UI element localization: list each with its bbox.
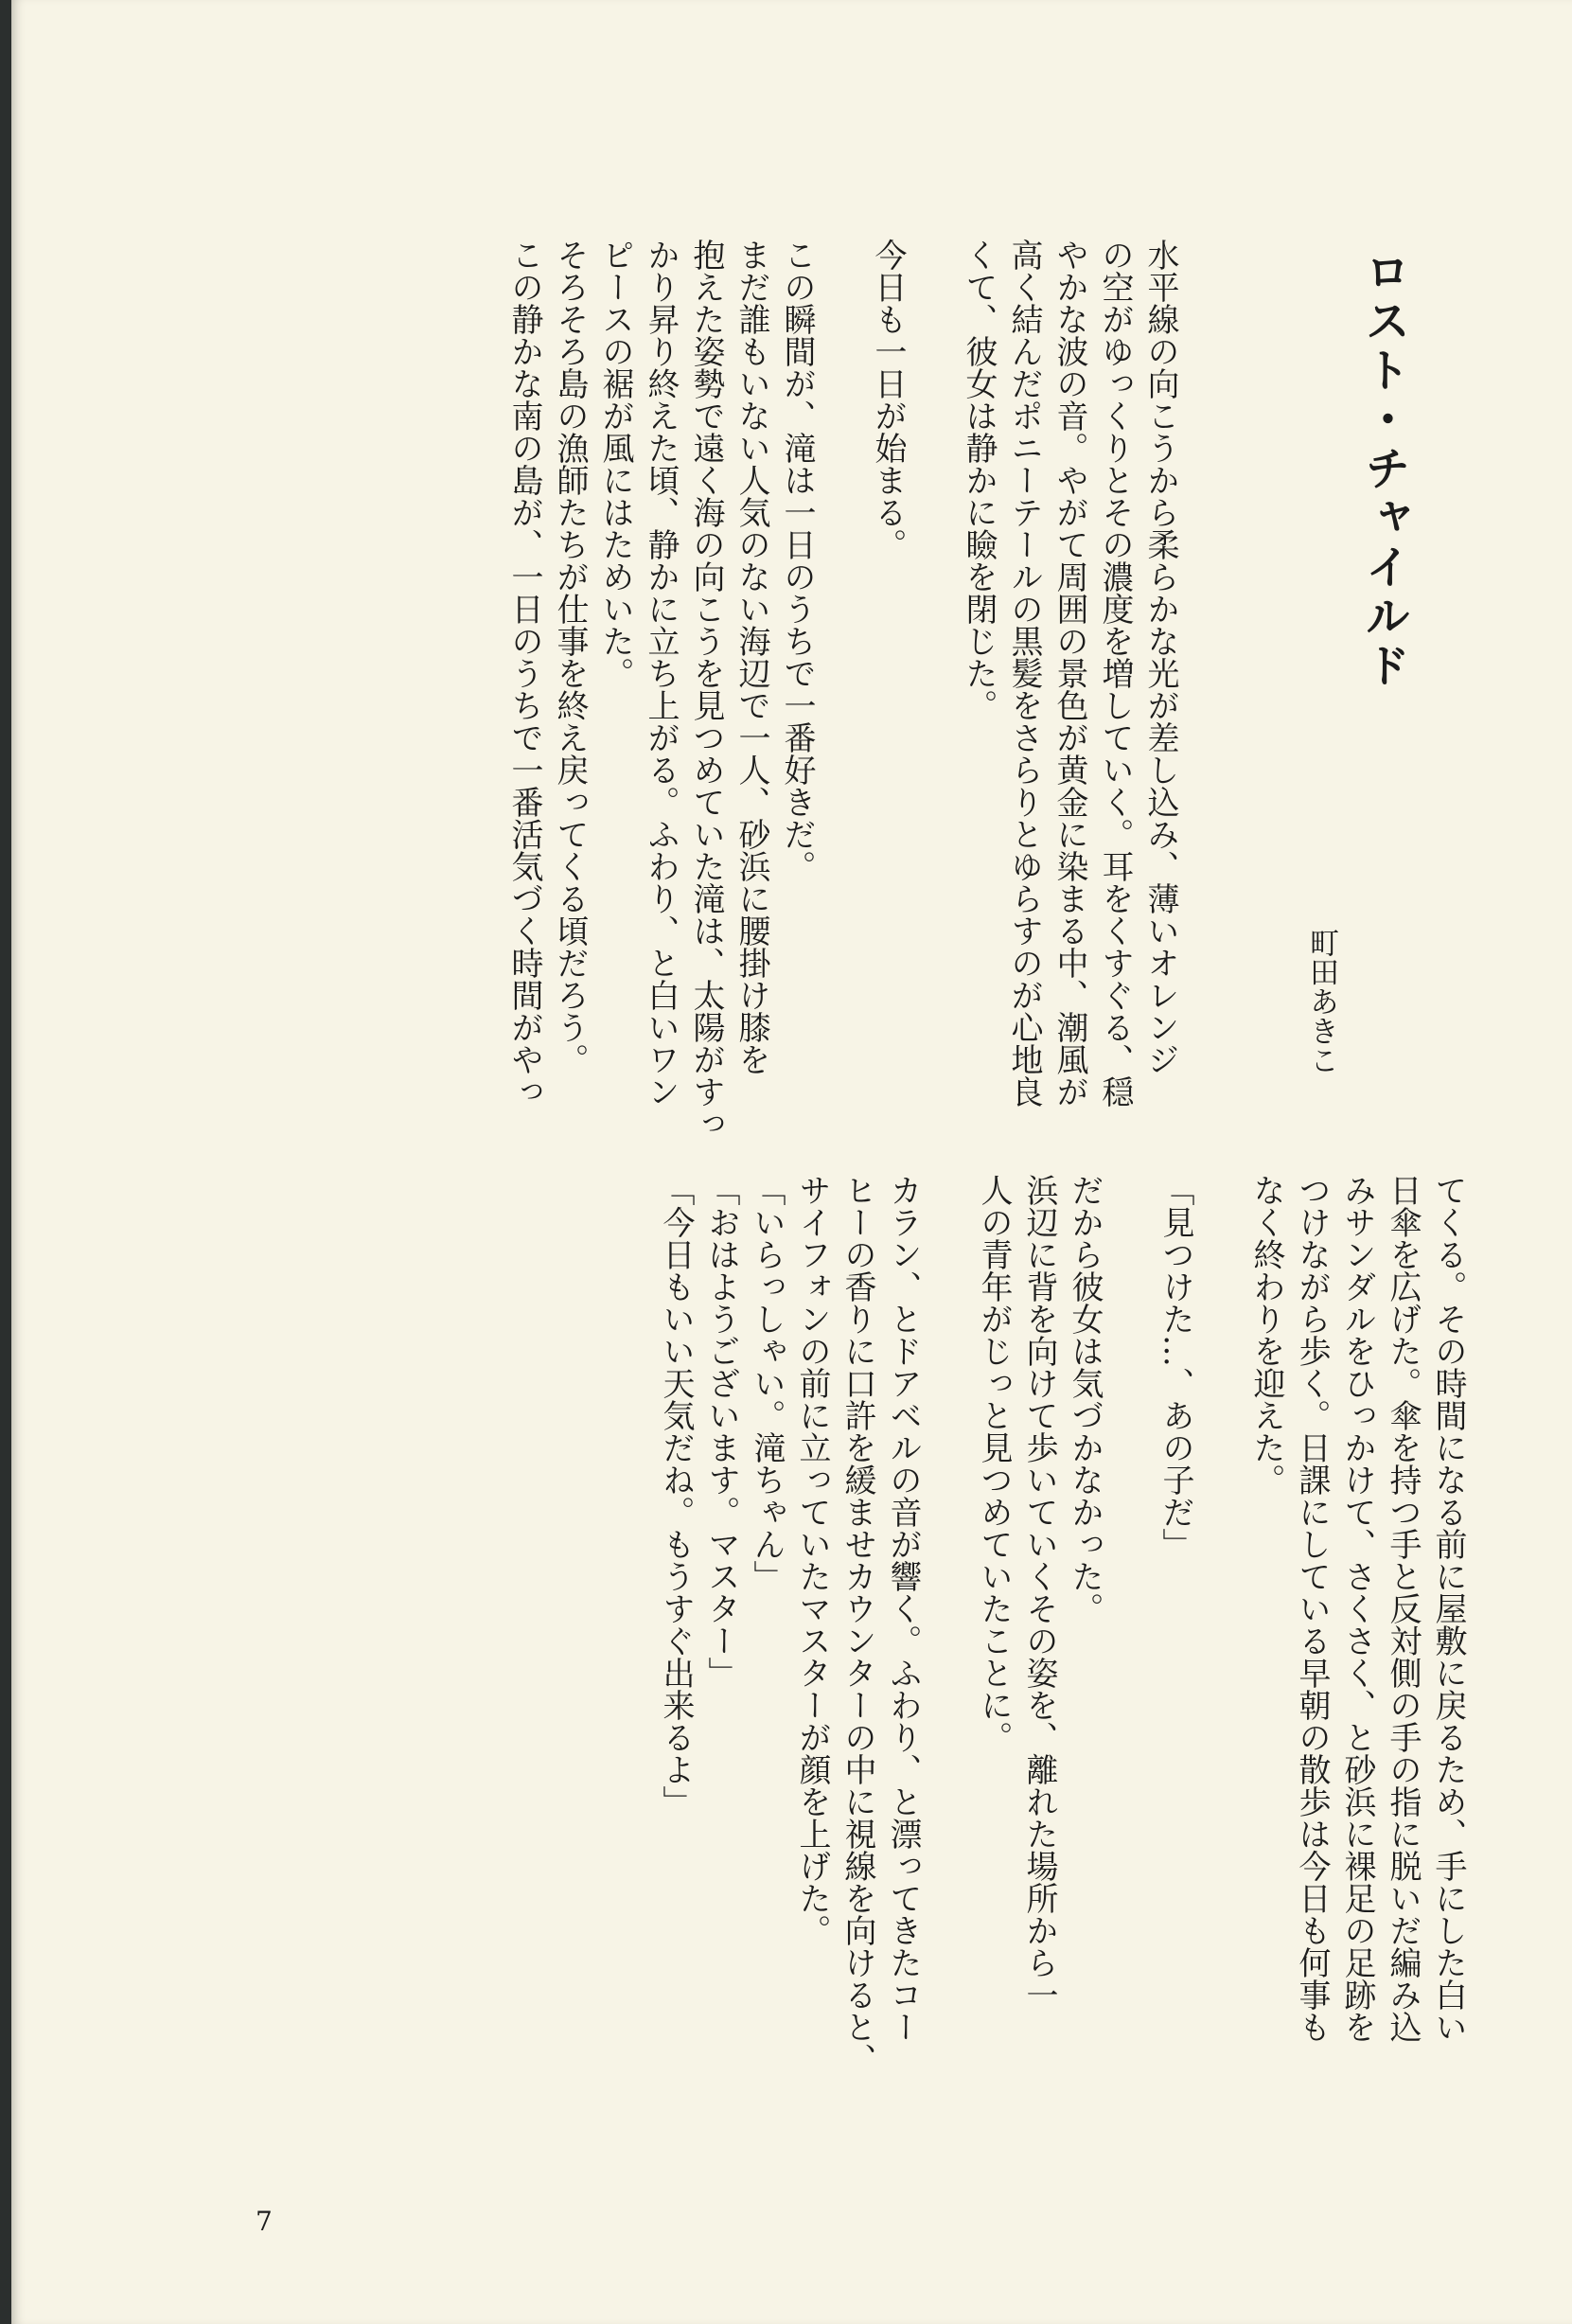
body-text-lower: てくる。その時間になる前に屋敷に戻るため、手にした白い 日傘を広げた。傘を持つ手と反対側の手の指に脱いだ編み込 みサンダルをひっかけて、さくさく、と砂浜に裸足の足跡を つけながら歩く。日課にしている早朝の散歩は今日も何事も なく終わりを迎えた。 「見つけた…、あの子だ」 だから彼女は気づかなかった。 浜辺に背を向けて歩いていくその姿を、離れた場所から一 人の青年がじっと見つめていたことに。 カラン、とドアベルの音が響く。ふわり、と漂ってきたコー ヒーの香りに口許を緩ませカウンターの中に視線を向けると、 サイフォンの前に立っていたマスターが顔を上げた。 「いらっしゃい。滝ちゃん」 「おはようございます。マスター」 「今日もいい天気だね。もうすぐ出来るよ」 xyxy=(657,1174,1467,2075)
story-title: ロスト・チャイルド xyxy=(1357,248,1410,691)
body-text-upper: 水平線の向こうから柔らかな光が差し込み、薄いオレンジ の空がゆっくりとその濃度を増していく。耳をくすぐる、穏 やかな波の音。やがて周囲の景色が黄金に染まる中、潮風が 高く結んだポニーテールの黒髪をさらりとゆらすのが心地良 くて、彼女は静かに瞼を閉じた。 今日も一日が始まる。 この瞬間が、滝は一日のうちで一番好きだ。 まだ誰もいない人気のない海辺で一人、砂浜に腰掛け膝を 抱えた姿勢で遠く海の向こうを見つめていた滝は、太陽がすっ かり昇り終えた頃、静かに立ち上がる。ふわり、と白いワン ピースの裾が風にはためいた。 そろそろ島の漁師たちが仕事を終え戻ってくる頃だろう。 この静かな南の島が、一日のうちで一番活気づく時間がやっ xyxy=(505,239,1179,1140)
author-name: 町田あきこ xyxy=(1304,928,1338,1074)
page-number: 7 xyxy=(256,2206,273,2237)
book-page xyxy=(11,0,1572,2324)
